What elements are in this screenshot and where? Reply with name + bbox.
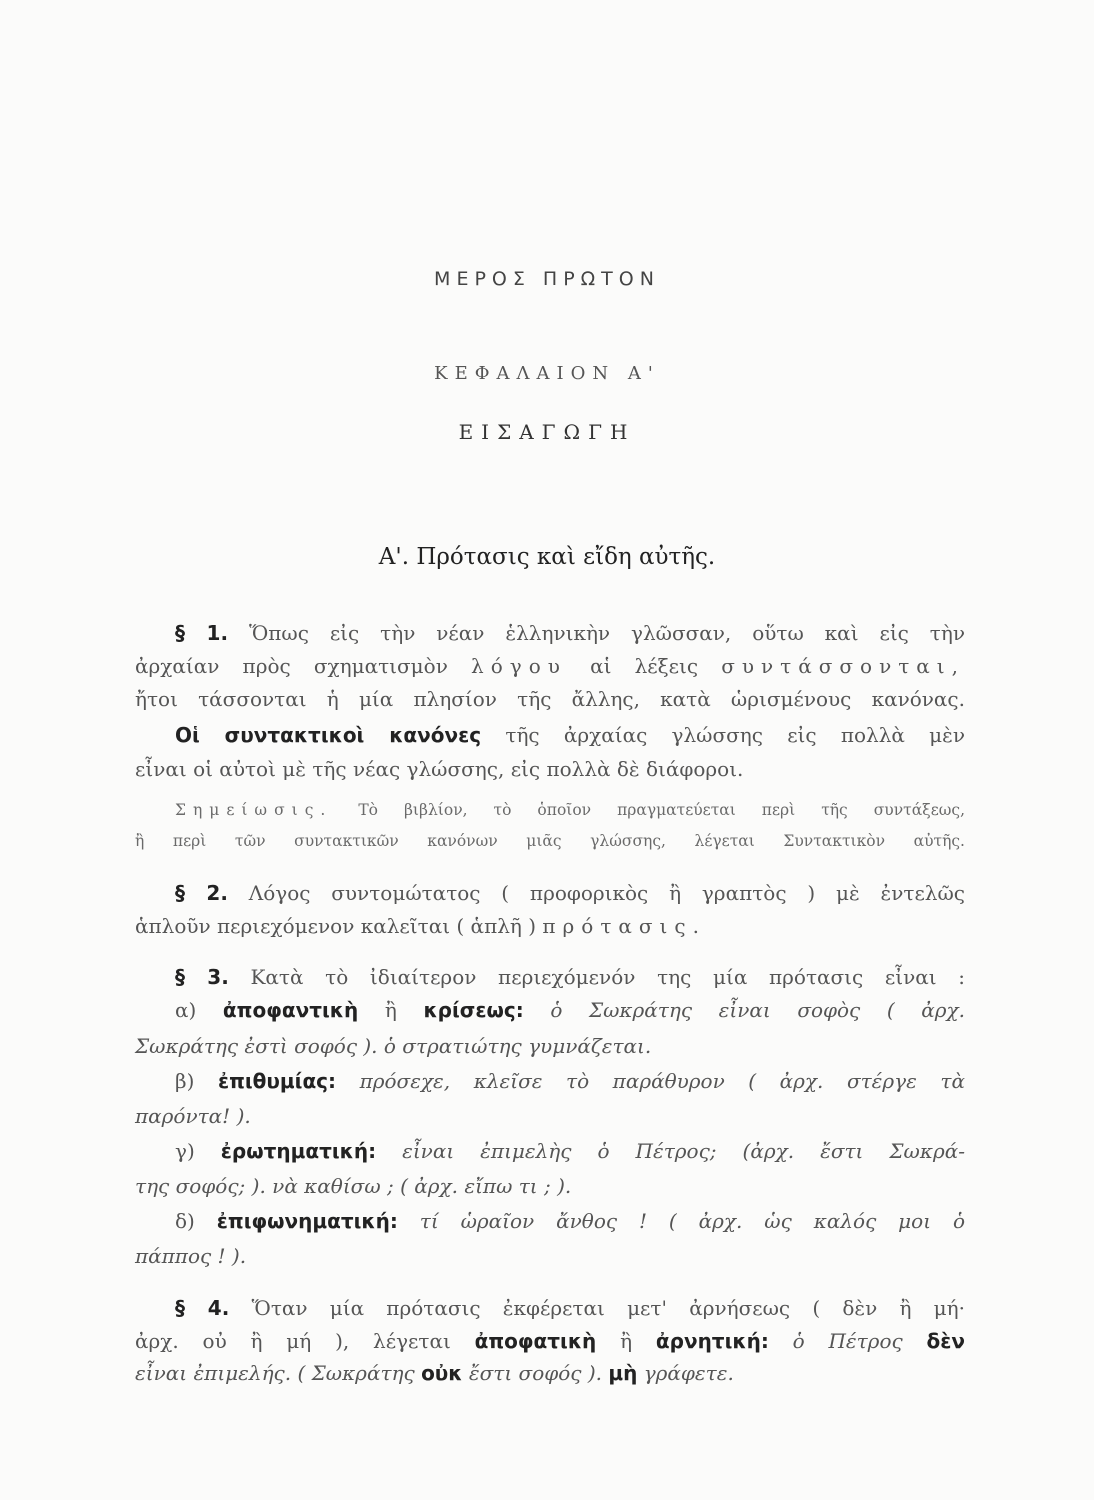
- p1-line-5: εἶναι οἱ αὐτοὶ μὲ τῆς νέας γλώσσης, εἰς πολλὰ δὲ διάφοροι.: [135, 757, 744, 781]
- p1-text-1: Ὅπως εἰς τὴν νέαν ἑλληνικὴν γλῶσσαν, οὕτω καὶ εἰς τὴν: [248, 621, 965, 645]
- p3-a-or: ἢ: [384, 998, 397, 1022]
- p1-text-2c: αἱ λέξεις: [590, 654, 699, 678]
- p3-item-b: [175, 1066, 965, 1096]
- p3-line-1: [175, 962, 965, 992]
- note-line-2: ἢ περὶ τῶν συντακτικῶν κανόνων μιᾶς γλώσσης, λέγεται Συντακτικὸν αὐτῆς.: [135, 832, 965, 850]
- p1-line-3: ἤτοι τάσσονται ἡ μία πλησίον τῆς ἄλλης, κατὰ ὡρισμένους κανόνας.: [135, 687, 965, 711]
- p2-line-1: [175, 878, 965, 908]
- p3-item-a-line-2: [135, 1031, 965, 1061]
- p1-term-logou: λόγου: [471, 654, 567, 678]
- p3-b-term: ἐπιθυμίας:: [217, 1069, 337, 1093]
- p3-item-d-line-2: [135, 1241, 965, 1271]
- p2-term-protasis: πρότασις.: [542, 914, 706, 938]
- p3-a-marker: α): [175, 998, 197, 1022]
- p3-d-marker: δ): [175, 1209, 195, 1233]
- note-label: Σημείωσις.: [175, 801, 333, 819]
- p3-c-example: εἶναι ἐπιμελὴς ὁ Πέτρος; (ἀρχ. ἔστι Σωκρά-: [402, 1139, 965, 1163]
- p3-number: § 3.: [175, 965, 229, 989]
- p3-item-a: [175, 995, 965, 1025]
- p4-line-1: [175, 1293, 965, 1323]
- p3-c-marker: γ): [175, 1139, 195, 1163]
- p4-den: δὲν: [926, 1329, 965, 1353]
- p4-number: § 4.: [175, 1296, 230, 1320]
- p4-term-arnitiki: ἀρνητική:: [655, 1329, 769, 1353]
- p3-text-1: Κατὰ τὸ ἰδιαίτερον περιεχόμενόν της μία πρότασις εἶναι :: [250, 965, 965, 989]
- p3-d-term: ἐπιφωνηματική:: [216, 1209, 398, 1233]
- p1-term-syntassontai: συντάσσονται,: [721, 654, 965, 678]
- p4-ouk: οὐκ: [421, 1361, 463, 1385]
- p4-text-1: Ὅταν μία πρότασις ἐκφέρεται μετ' ἀρνήσεως ( δὲν ἢ μή·: [251, 1296, 966, 1320]
- p4-example-3: ἔστι σοφός ).: [468, 1361, 602, 1385]
- chapter-title: ΚΕΦΑΛΑΙΟΝ Α': [434, 363, 660, 384]
- p3-b-example-2: παρόντα! ).: [135, 1104, 251, 1128]
- section-heading: Α'. Πρότασις καὶ εἴδη αὐτῆς.: [378, 544, 716, 570]
- note-text-1: Τὸ βιβλίον, τὸ ὁποῖον πραγματεύεται περὶ τῆς συντάξεως,: [358, 801, 965, 819]
- p4-example-2: εἶναι ἐπιμελής. ( Σωκράτης: [135, 1361, 415, 1385]
- p3-item-c-line-2: [135, 1171, 965, 1201]
- intro-title: ΕΙΣΑΓΩΓΗ: [458, 420, 636, 444]
- p3-d-example: τί ὡραῖον ἄνθος ! ( ἀρχ. ὡς καλός μοι ὁ: [419, 1209, 966, 1233]
- p2-text-2a: ἁπλοῦν περιεχόμενον καλεῖται ( ἁπλῆ ): [135, 914, 537, 938]
- p1-text-4: τῆς ἀρχαίας γλώσσης εἰς πολλὰ μὲν: [505, 723, 966, 747]
- p3-b-example: πρόσεχε, κλεῖσε τὸ παράθυρον ( ἀρχ. στέργε τὰ: [359, 1069, 965, 1093]
- p3-c-example-2: της σοφός; ). νὰ καθίσω ; ( ἀρχ. εἴπω τι ; ).: [135, 1174, 572, 1198]
- p2-number: § 2.: [175, 881, 228, 905]
- p4-mi: μὴ: [608, 1361, 638, 1385]
- p1-bold-rules: Οἱ συντακτικοὶ κανόνες: [175, 723, 482, 747]
- p1-line-1: [175, 618, 965, 648]
- p3-item-b-line-2: [135, 1101, 965, 1131]
- note-line-1: [175, 795, 965, 825]
- part-title: ΜΕΡΟΣ ΠΡΩΤΟΝ: [434, 268, 660, 290]
- p3-b-marker: β): [175, 1069, 195, 1093]
- p3-a-term-2: κρίσεως:: [423, 998, 524, 1022]
- p3-a-example-2: Σωκράτης ἐστὶ σοφός ). ὁ στρατιώτης γυμνάζεται.: [135, 1034, 652, 1058]
- p1-number: § 1.: [175, 621, 229, 645]
- p4-or: ἢ: [620, 1329, 633, 1353]
- p3-d-example-2: πάππος ! ).: [135, 1244, 247, 1268]
- p2-text-1: Λόγος συντομώτατος ( προφορικὸς ἢ γραπτὸς ) μὲ ἐντελῶς: [248, 881, 965, 905]
- p4-line-3: [135, 1358, 965, 1388]
- p2-line-2: [135, 911, 965, 941]
- p4-text-2a: ἀρχ. οὐ ἢ μή ), λέγεται: [135, 1329, 451, 1353]
- p1-line-4: [175, 720, 965, 750]
- p4-example-4: γράφετε.: [643, 1361, 734, 1385]
- p3-c-term: ἐρωτηματική:: [220, 1139, 377, 1163]
- p3-item-c: [175, 1136, 965, 1166]
- p4-line-2: [135, 1326, 965, 1356]
- p3-a-term-1: ἀποφαντικὴ: [222, 998, 359, 1022]
- p1-text-2a: ἀρχαίαν πρὸς σχηματισμὸν: [135, 654, 448, 678]
- p4-example-1: ὁ Πέτρος: [792, 1329, 903, 1353]
- p3-item-d: [175, 1206, 965, 1236]
- p3-a-example: ὁ Σωκράτης εἶναι σοφὸς ( ἀρχ.: [550, 998, 966, 1022]
- p4-term-apofatiki: ἀποφατικὴ: [474, 1329, 597, 1353]
- p1-line-2: [135, 651, 965, 681]
